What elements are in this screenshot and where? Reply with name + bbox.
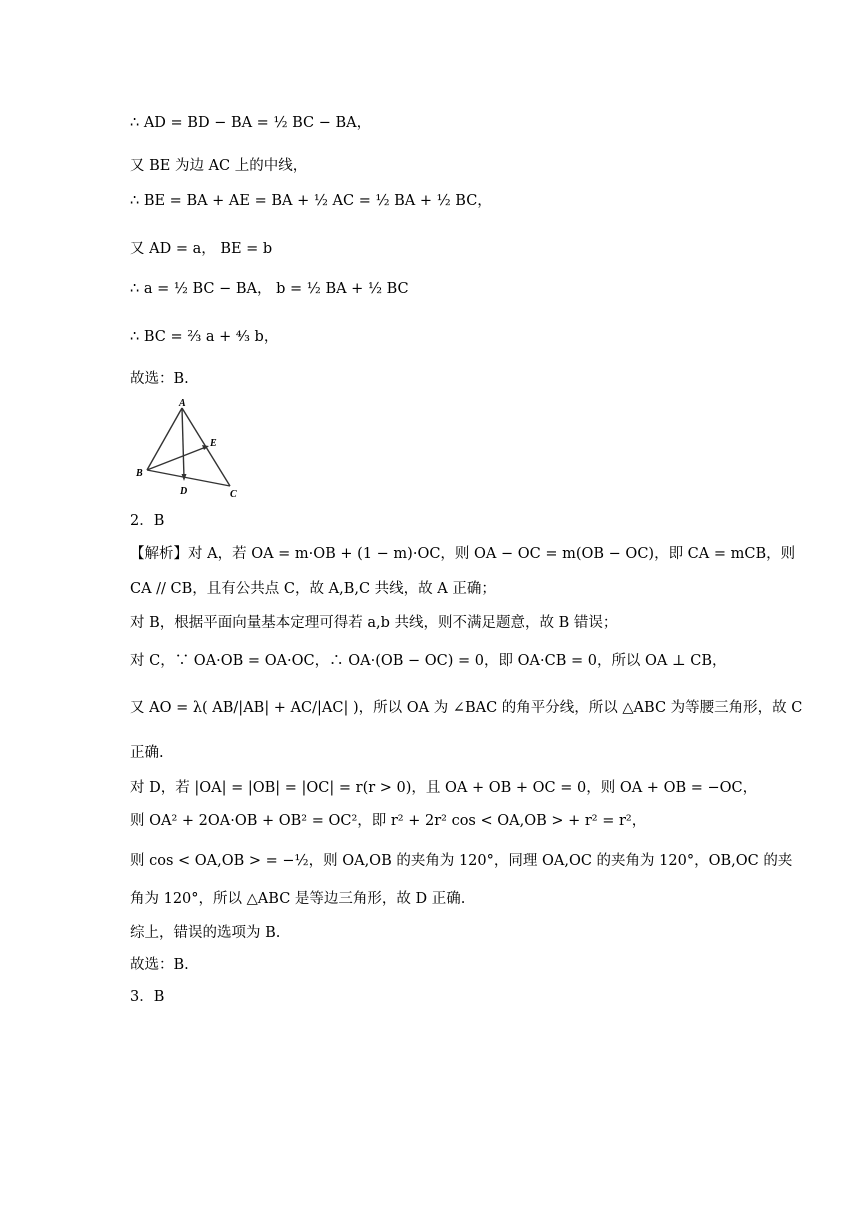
label-d: D [180, 486, 188, 497]
line-analysis-a: 【解析】对 A，若 OA = m·OB + (1 − m)·OC，则 OA − OC = m(OB − OC)，即 CA = mCB，则 [130, 546, 796, 562]
line-be-expression: ∴ BE = BA + AE = BA + ½ AC = ½ BA + ½ BC， [130, 193, 492, 209]
line-answer-2: 故选：B. [130, 957, 189, 973]
line-summary: 综上，错误的选项为 B. [130, 925, 281, 941]
line-bc-result: ∴ BC = ⅔ a + ⁴⁄₃ b， [130, 329, 279, 345]
line-a-b-expression: ∴ a = ½ BC − BA， b = ½ BA + ½ BC [130, 281, 409, 297]
line-be-median: 又 BE 为边 AC 上的中线， [130, 158, 308, 174]
line-correct-c: 正确. [130, 745, 164, 761]
label-e: E [210, 438, 217, 449]
line-equilateral: 角为 120°，所以 △ABC 是等边三角形，故 D 正确. [130, 891, 466, 907]
line-option-c: 对 C，∵ OA·OB = OA·OC，∴ OA·(OB − OC) = 0，即 OA·CB = 0，所以 OA ⊥ CB， [130, 653, 727, 669]
label-b: B [136, 468, 143, 479]
line-cosine-result: 则 cos < OA,OB > = −½，则 OA,OB 的夹角为 120°，同理 OA,OC 的夹角为 120°，OB,OC 的夹 [130, 853, 793, 869]
label-a: A [179, 398, 186, 409]
line-option-b: 对 B，根据平面向量基本定理可得若 a,b 共线，则不满足题意，故 B 错误； [130, 615, 618, 631]
label-c: C [230, 489, 237, 500]
line-ad-expression: ∴ AD = BD − BA = ½ BC − BA， [130, 115, 372, 131]
question-2-heading: 2．B [130, 513, 165, 529]
line-angle-bisector: 又 AO = λ( AB/|AB| + AC/|AC| )，所以 OA 为 ∠BAC 的角平分线，所以 △ABC 为等腰三角形，故 C [130, 700, 803, 716]
triangle-figure [132, 396, 252, 500]
line-collinear-a: CA // CB，且有公共点 C，故 A,B,C 共线，故 A 正确； [130, 581, 496, 597]
line-option-d: 对 D，若 |OA| = |OB| = |OC| = r(r > 0)，且 OA + OB + OC = 0，则 OA + OB = −OC， [130, 780, 758, 796]
line-square-expression: 则 OA² + 2OA·OB + OB² = OC²，即 r² + 2r² cos < OA,OB > + r² = r²， [130, 813, 647, 829]
question-3-heading: 3．B [130, 989, 165, 1005]
line-define-vectors: 又 AD = a， BE = b [130, 241, 273, 257]
line-answer-1: 故选：B. [130, 371, 189, 387]
